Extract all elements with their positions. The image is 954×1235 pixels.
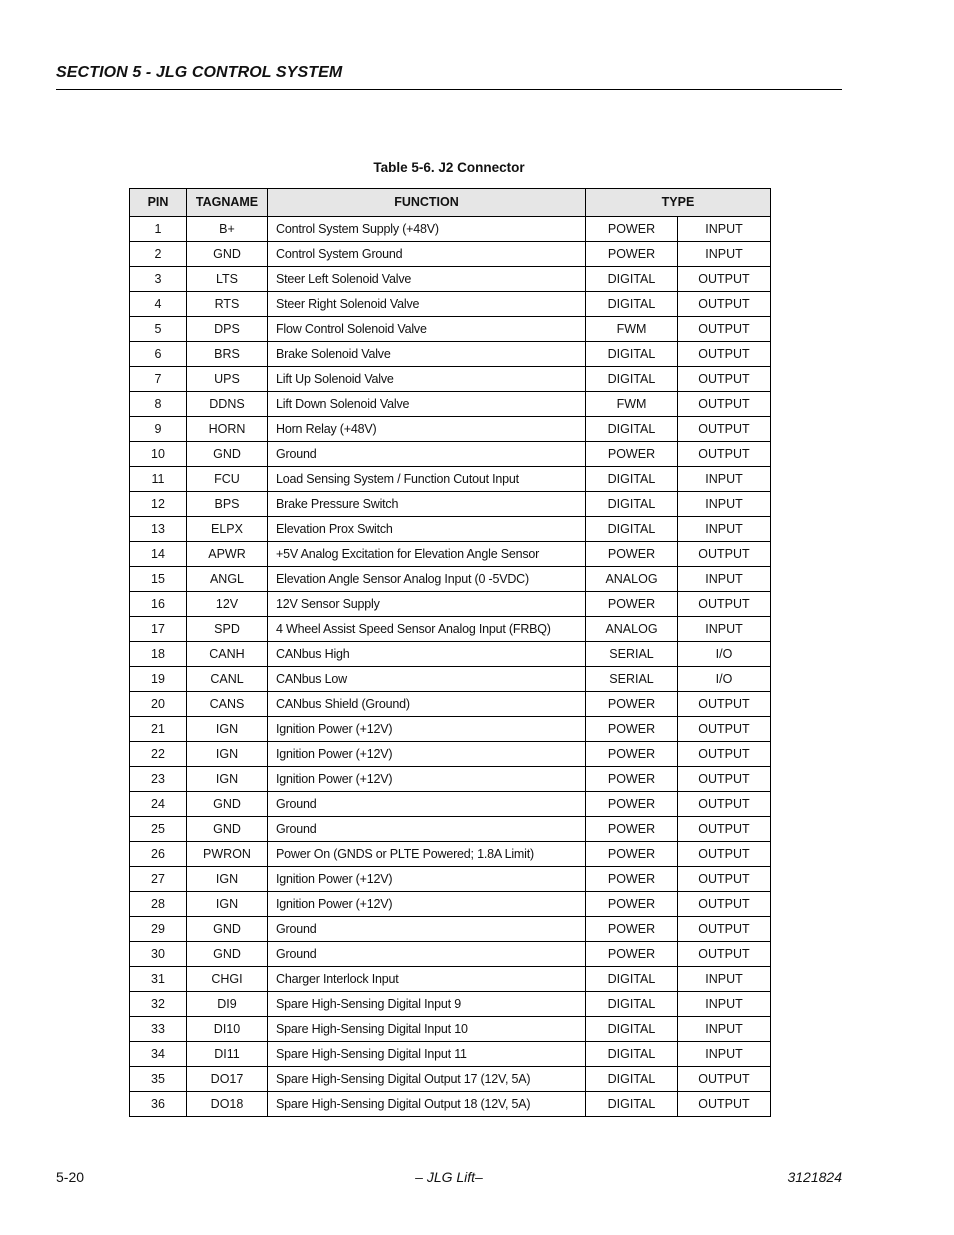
cell-tagname: DO18 xyxy=(187,1092,268,1117)
table-row xyxy=(130,1067,771,1092)
table-caption: Table 5-6. J2 Connector xyxy=(373,160,525,175)
table-row xyxy=(130,992,771,1017)
cell-direction: OUTPUT xyxy=(678,742,771,767)
cell-function: Elevation Angle Sensor Analog Input (0 -5VDC) xyxy=(268,567,586,592)
cell-function: Ground xyxy=(268,817,586,842)
cell-tagname: DI9 xyxy=(187,992,268,1017)
cell-direction: INPUT xyxy=(678,517,771,542)
cell-pin: 10 xyxy=(130,442,187,467)
cell-tagname: PWRON xyxy=(187,842,268,867)
table-row xyxy=(130,917,771,942)
table-row xyxy=(130,592,771,617)
table-row xyxy=(130,1017,771,1042)
cell-direction: I/O xyxy=(678,642,771,667)
cell-pin: 26 xyxy=(130,842,187,867)
cell-pin: 6 xyxy=(130,342,187,367)
cell-function: Brake Solenoid Valve xyxy=(268,342,586,367)
table-row xyxy=(130,1092,771,1117)
cell-pin: 27 xyxy=(130,867,187,892)
cell-type: POWER xyxy=(586,592,678,617)
cell-pin: 29 xyxy=(130,917,187,942)
table-row xyxy=(130,867,771,892)
cell-pin: 31 xyxy=(130,967,187,992)
cell-pin: 8 xyxy=(130,392,187,417)
cell-function: Spare High-Sensing Digital Input 10 xyxy=(268,1017,586,1042)
cell-tagname: ELPX xyxy=(187,517,268,542)
cell-tagname: B+ xyxy=(187,217,268,242)
cell-tagname: UPS xyxy=(187,367,268,392)
cell-tagname: GND xyxy=(187,817,268,842)
cell-tagname: IGN xyxy=(187,717,268,742)
cell-pin: 7 xyxy=(130,367,187,392)
table-row xyxy=(130,242,771,267)
cell-pin: 24 xyxy=(130,792,187,817)
cell-type: FWM xyxy=(586,392,678,417)
cell-function: Power On (GNDS or PLTE Powered; 1.8A Limit) xyxy=(268,842,586,867)
cell-type: DIGITAL xyxy=(586,367,678,392)
cell-direction: OUTPUT xyxy=(678,1092,771,1117)
cell-tagname: GND xyxy=(187,242,268,267)
cell-direction: INPUT xyxy=(678,992,771,1017)
cell-pin: 15 xyxy=(130,567,187,592)
cell-type: POWER xyxy=(586,692,678,717)
cell-type: POWER xyxy=(586,742,678,767)
cell-type: POWER xyxy=(586,867,678,892)
cell-direction: OUTPUT xyxy=(678,292,771,317)
cell-tagname: HORN xyxy=(187,417,268,442)
cell-type: POWER xyxy=(586,842,678,867)
cell-type: POWER xyxy=(586,542,678,567)
cell-tagname: APWR xyxy=(187,542,268,567)
cell-tagname: IGN xyxy=(187,742,268,767)
table-body xyxy=(130,217,771,1117)
cell-pin: 32 xyxy=(130,992,187,1017)
cell-pin: 35 xyxy=(130,1067,187,1092)
cell-direction: OUTPUT xyxy=(678,542,771,567)
cell-function: Control System Ground xyxy=(268,242,586,267)
cell-direction: I/O xyxy=(678,667,771,692)
cell-direction: INPUT xyxy=(678,617,771,642)
cell-type: POWER xyxy=(586,817,678,842)
table-row xyxy=(130,817,771,842)
cell-direction: OUTPUT xyxy=(678,442,771,467)
cell-pin: 21 xyxy=(130,717,187,742)
cell-function: Spare High-Sensing Digital Output 17 (12V, 5A) xyxy=(268,1067,586,1092)
header-tagname: TAGNAME xyxy=(187,189,268,217)
cell-function: +5V Analog Excitation for Elevation Angle Sensor xyxy=(268,542,586,567)
cell-type: POWER xyxy=(586,942,678,967)
cell-type: DIGITAL xyxy=(586,517,678,542)
cell-type: DIGITAL xyxy=(586,267,678,292)
table-row xyxy=(130,967,771,992)
cell-direction: INPUT xyxy=(678,467,771,492)
cell-direction: OUTPUT xyxy=(678,917,771,942)
cell-pin: 25 xyxy=(130,817,187,842)
cell-pin: 30 xyxy=(130,942,187,967)
cell-direction: OUTPUT xyxy=(678,1067,771,1092)
cell-function: CANbus Shield (Ground) xyxy=(268,692,586,717)
table-row xyxy=(130,1042,771,1067)
cell-pin: 3 xyxy=(130,267,187,292)
cell-tagname: ANGL xyxy=(187,567,268,592)
cell-function: Steer Right Solenoid Valve xyxy=(268,292,586,317)
cell-tagname: BRS xyxy=(187,342,268,367)
cell-function: Ignition Power (+12V) xyxy=(268,717,586,742)
cell-direction: OUTPUT xyxy=(678,367,771,392)
cell-function: Steer Left Solenoid Valve xyxy=(268,267,586,292)
cell-pin: 1 xyxy=(130,217,187,242)
table-row xyxy=(130,492,771,517)
cell-tagname: RTS xyxy=(187,292,268,317)
table-row xyxy=(130,317,771,342)
cell-type: DIGITAL xyxy=(586,967,678,992)
cell-direction: OUTPUT xyxy=(678,767,771,792)
cell-type: POWER xyxy=(586,767,678,792)
cell-type: POWER xyxy=(586,442,678,467)
cell-tagname: IGN xyxy=(187,867,268,892)
cell-tagname: DI10 xyxy=(187,1017,268,1042)
cell-direction: OUTPUT xyxy=(678,842,771,867)
cell-type: DIGITAL xyxy=(586,417,678,442)
table-row xyxy=(130,367,771,392)
table-row xyxy=(130,642,771,667)
cell-function: Lift Up Solenoid Valve xyxy=(268,367,586,392)
cell-pin: 12 xyxy=(130,492,187,517)
table-row xyxy=(130,892,771,917)
cell-tagname: BPS xyxy=(187,492,268,517)
cell-type: POWER xyxy=(586,242,678,267)
cell-type: DIGITAL xyxy=(586,342,678,367)
table-row xyxy=(130,567,771,592)
cell-type: DIGITAL xyxy=(586,1042,678,1067)
page-number: 5-20 xyxy=(56,1169,85,1185)
cell-tagname: DO17 xyxy=(187,1067,268,1092)
table-row xyxy=(130,267,771,292)
cell-type: POWER xyxy=(586,717,678,742)
cell-type: POWER xyxy=(586,917,678,942)
cell-type: ANALOG xyxy=(586,617,678,642)
cell-pin: 5 xyxy=(130,317,187,342)
cell-function: CANbus Low xyxy=(268,667,586,692)
cell-pin: 20 xyxy=(130,692,187,717)
cell-direction: OUTPUT xyxy=(678,317,771,342)
cell-tagname: GND xyxy=(187,442,268,467)
cell-pin: 14 xyxy=(130,542,187,567)
cell-pin: 33 xyxy=(130,1017,187,1042)
cell-pin: 22 xyxy=(130,742,187,767)
cell-type: DIGITAL xyxy=(586,492,678,517)
cell-tagname: CANL xyxy=(187,667,268,692)
table-row xyxy=(130,667,771,692)
j2-connector-table xyxy=(129,188,771,1117)
cell-type: DIGITAL xyxy=(586,1017,678,1042)
cell-direction: OUTPUT xyxy=(678,867,771,892)
table-row xyxy=(130,942,771,967)
cell-direction: OUTPUT xyxy=(678,267,771,292)
cell-pin: 28 xyxy=(130,892,187,917)
cell-type: DIGITAL xyxy=(586,1092,678,1117)
cell-direction: OUTPUT xyxy=(678,692,771,717)
table-row xyxy=(130,517,771,542)
table-row xyxy=(130,742,771,767)
cell-function: Lift Down Solenoid Valve xyxy=(268,392,586,417)
table-row xyxy=(130,792,771,817)
cell-function: Brake Pressure Switch xyxy=(268,492,586,517)
table-row xyxy=(130,392,771,417)
document-number: 3121824 xyxy=(787,1169,842,1185)
cell-pin: 23 xyxy=(130,767,187,792)
cell-function: Control System Supply (+48V) xyxy=(268,217,586,242)
cell-type: DIGITAL xyxy=(586,1067,678,1092)
cell-pin: 17 xyxy=(130,617,187,642)
cell-function: Horn Relay (+48V) xyxy=(268,417,586,442)
cell-tagname: CHGI xyxy=(187,967,268,992)
cell-pin: 34 xyxy=(130,1042,187,1067)
table-row xyxy=(130,692,771,717)
table-header-row xyxy=(130,189,771,217)
cell-direction: INPUT xyxy=(678,1017,771,1042)
cell-tagname: GND xyxy=(187,917,268,942)
cell-pin: 2 xyxy=(130,242,187,267)
cell-direction: OUTPUT xyxy=(678,592,771,617)
cell-function: Ground xyxy=(268,792,586,817)
header-type: TYPE xyxy=(586,189,771,217)
cell-tagname: DPS xyxy=(187,317,268,342)
table-row xyxy=(130,292,771,317)
cell-direction: OUTPUT xyxy=(678,342,771,367)
cell-function: Spare High-Sensing Digital Input 11 xyxy=(268,1042,586,1067)
cell-function: Ground xyxy=(268,942,586,967)
cell-function: Flow Control Solenoid Valve xyxy=(268,317,586,342)
cell-function: Load Sensing System / Function Cutout Input xyxy=(268,467,586,492)
cell-function: CANbus High xyxy=(268,642,586,667)
cell-function: Spare High-Sensing Digital Output 18 (12V, 5A) xyxy=(268,1092,586,1117)
cell-function: 4 Wheel Assist Speed Sensor Analog Input (FRBQ) xyxy=(268,617,586,642)
table-row xyxy=(130,767,771,792)
cell-direction: OUTPUT xyxy=(678,817,771,842)
cell-type: POWER xyxy=(586,892,678,917)
cell-direction: INPUT xyxy=(678,217,771,242)
cell-pin: 16 xyxy=(130,592,187,617)
cell-function: Ignition Power (+12V) xyxy=(268,892,586,917)
cell-pin: 19 xyxy=(130,667,187,692)
cell-type: ANALOG xyxy=(586,567,678,592)
cell-tagname: IGN xyxy=(187,767,268,792)
cell-tagname: GND xyxy=(187,792,268,817)
cell-function: Ignition Power (+12V) xyxy=(268,767,586,792)
table-row xyxy=(130,617,771,642)
footer-title: – JLG Lift– xyxy=(415,1169,483,1185)
cell-tagname: IGN xyxy=(187,892,268,917)
cell-function: Elevation Prox Switch xyxy=(268,517,586,542)
cell-function: Spare High-Sensing Digital Input 9 xyxy=(268,992,586,1017)
cell-direction: OUTPUT xyxy=(678,417,771,442)
table-row xyxy=(130,442,771,467)
cell-type: SERIAL xyxy=(586,642,678,667)
cell-function: Ignition Power (+12V) xyxy=(268,742,586,767)
table-row xyxy=(130,342,771,367)
cell-tagname: 12V xyxy=(187,592,268,617)
cell-function: Charger Interlock Input xyxy=(268,967,586,992)
cell-direction: INPUT xyxy=(678,1042,771,1067)
cell-pin: 18 xyxy=(130,642,187,667)
cell-tagname: DI11 xyxy=(187,1042,268,1067)
cell-direction: INPUT xyxy=(678,242,771,267)
cell-type: DIGITAL xyxy=(586,292,678,317)
cell-tagname: GND xyxy=(187,942,268,967)
table-row xyxy=(130,842,771,867)
cell-function: Ignition Power (+12V) xyxy=(268,867,586,892)
cell-type: FWM xyxy=(586,317,678,342)
cell-function: Ground xyxy=(268,442,586,467)
cell-type: DIGITAL xyxy=(586,467,678,492)
section-title: SECTION 5 - JLG CONTROL SYSTEM xyxy=(56,64,343,81)
cell-direction: OUTPUT xyxy=(678,717,771,742)
cell-type: DIGITAL xyxy=(586,992,678,1017)
cell-type: POWER xyxy=(586,792,678,817)
cell-tagname: CANS xyxy=(187,692,268,717)
cell-type: POWER xyxy=(586,217,678,242)
cell-function: Ground xyxy=(268,917,586,942)
header-rule xyxy=(56,89,842,90)
cell-type: SERIAL xyxy=(586,667,678,692)
cell-direction: OUTPUT xyxy=(678,942,771,967)
cell-direction: INPUT xyxy=(678,967,771,992)
header-function: FUNCTION xyxy=(268,189,586,217)
table-row xyxy=(130,717,771,742)
cell-direction: OUTPUT xyxy=(678,892,771,917)
cell-tagname: LTS xyxy=(187,267,268,292)
table-row xyxy=(130,217,771,242)
cell-tagname: CANH xyxy=(187,642,268,667)
cell-function: 12V Sensor Supply xyxy=(268,592,586,617)
table-row xyxy=(130,467,771,492)
cell-direction: INPUT xyxy=(678,567,771,592)
header-pin: PIN xyxy=(130,189,187,217)
cell-direction: INPUT xyxy=(678,492,771,517)
table-row xyxy=(130,417,771,442)
cell-pin: 11 xyxy=(130,467,187,492)
cell-pin: 36 xyxy=(130,1092,187,1117)
cell-direction: OUTPUT xyxy=(678,792,771,817)
cell-direction: OUTPUT xyxy=(678,392,771,417)
cell-tagname: DDNS xyxy=(187,392,268,417)
cell-pin: 13 xyxy=(130,517,187,542)
cell-tagname: FCU xyxy=(187,467,268,492)
cell-pin: 4 xyxy=(130,292,187,317)
cell-tagname: SPD xyxy=(187,617,268,642)
cell-pin: 9 xyxy=(130,417,187,442)
table-row xyxy=(130,542,771,567)
